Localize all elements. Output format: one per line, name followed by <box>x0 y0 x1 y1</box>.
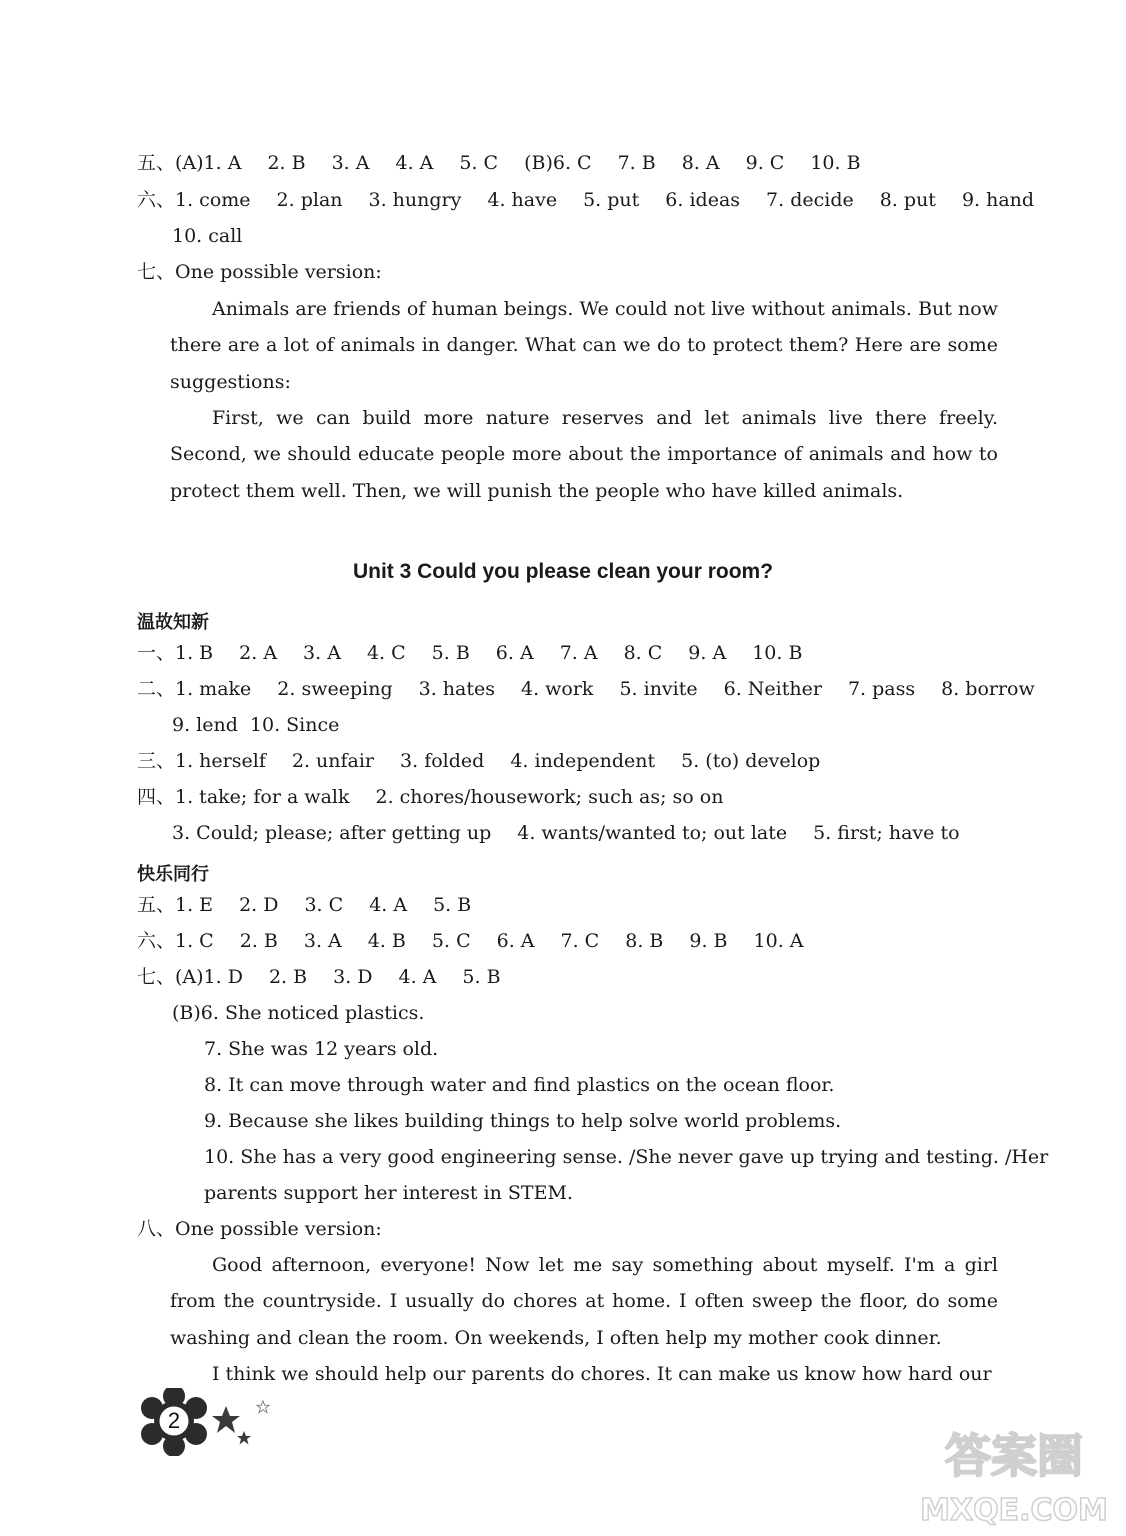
section-marker: 六、 <box>137 189 176 211</box>
answer-item: 6. A <box>495 642 534 664</box>
answer-item: 2. chores/housework; such as; so on <box>375 786 724 808</box>
section-marker: 二、 <box>137 678 176 700</box>
essay-paragraph: First, we can build more nature reserves and let animals live there freely. Second, we should educate people more about the importance of animals and how to protect them well. Then, we will punish the people who have killed animals. <box>170 407 998 502</box>
section-heading: 快乐同行 <box>137 864 209 885</box>
answer-item: 3. A <box>331 152 370 174</box>
answer-item: 5. C <box>459 152 499 174</box>
star-icon <box>256 1400 270 1414</box>
section-marker: 五、 <box>137 894 176 916</box>
answer-item: 9. lend <box>172 714 238 736</box>
answer-item: 10. B <box>810 152 861 174</box>
answer-item: 10. call <box>172 225 243 247</box>
answer-item: 9. A <box>688 642 727 664</box>
sample-label: One possible version: <box>175 261 382 283</box>
answer-line: 7. She was 12 years old. <box>204 1038 439 1060</box>
answer-item: 5. B <box>431 642 470 664</box>
answer-item: (A)1. D <box>175 966 243 988</box>
page-number-badge <box>140 1388 208 1456</box>
answer-item: 4. wants/wanted to; out late <box>517 822 788 844</box>
section-marker: 三、 <box>137 750 176 772</box>
watermark-icon <box>914 1420 1114 1530</box>
answer-item: 1. come <box>175 189 251 211</box>
answer-item: 10. A <box>753 930 804 952</box>
answer-item: 3. D <box>333 966 373 988</box>
answer-item: 2. A <box>239 642 278 664</box>
answer-item: 9. B <box>689 930 728 952</box>
answer-item: 3. folded <box>400 750 485 772</box>
answer-item: 1. herself <box>175 750 266 772</box>
answer-item: 5. put <box>583 189 640 211</box>
answer-item: 3. A <box>303 642 341 664</box>
answer-item: 8. B <box>625 930 664 952</box>
answer-item: 5. B <box>433 894 472 916</box>
answer-item: 2. unfair <box>291 750 375 772</box>
answer-item: 3. hates <box>418 678 495 700</box>
answer-item: 2. plan <box>276 189 343 211</box>
answer-row-6b <box>137 923 1126 959</box>
answer-item: 3. Could; please; after getting up <box>172 822 492 844</box>
answer-item: 4. B <box>367 930 406 952</box>
answer-item: 2. sweeping <box>277 678 393 700</box>
answer-row-3 <box>137 743 1126 779</box>
answer-item: 7. B <box>617 152 656 174</box>
section-marker: 六、 <box>137 930 176 952</box>
answer-line: (B)6. She noticed plastics. <box>172 1002 425 1024</box>
answer-item: 3. hungry <box>368 189 462 211</box>
answer-item: 6. A <box>496 930 535 952</box>
section-heading: 温故知新 <box>137 612 209 633</box>
watermark-logo <box>914 1420 1114 1530</box>
answer-line: parents support her interest in STEM. <box>204 1182 573 1204</box>
answer-row-5a <box>137 145 1126 181</box>
answer-item: 2. D <box>239 894 279 916</box>
watermark-text: 答案圈 <box>945 1429 1083 1483</box>
answer-item: (B)6. C <box>524 152 592 174</box>
answer-item: 4. have <box>487 189 558 211</box>
answer-item: 9. C <box>745 152 785 174</box>
answer-item: 8. A <box>681 152 720 174</box>
answer-row-2 <box>137 671 1126 707</box>
answer-item: 1. B <box>175 642 214 664</box>
writing-label-8 <box>137 1211 1126 1247</box>
answer-item: 2. B <box>267 152 306 174</box>
essay-paragraph: Animals are friends of human beings. We could not live without animals. But now there are a lot of animals in danger. What can we do to protect them? Here are some suggestions: <box>170 298 998 393</box>
answer-item: 5. first; have to <box>813 822 960 844</box>
answer-row-7b <box>137 959 1126 995</box>
answer-item: 9. hand <box>961 189 1035 211</box>
answer-item: 5. invite <box>619 678 698 700</box>
essay-paragraph: I think we should help our parents do chores. It can make us know how hard our <box>212 1363 992 1385</box>
section-marker: 四、 <box>137 786 176 808</box>
answer-item: 7. decide <box>766 189 854 211</box>
answer-item: 10. B <box>752 642 803 664</box>
answer-row-5b <box>137 887 1126 923</box>
answer-item: 10. Since <box>249 714 340 736</box>
writing-label-7a <box>137 254 1126 290</box>
answer-item: 8. borrow <box>941 678 1035 700</box>
answer-item: 7. A <box>559 642 598 664</box>
section-marker: 七、 <box>137 966 176 988</box>
answer-item: 8. C <box>623 642 663 664</box>
answer-item: 4. A <box>369 894 408 916</box>
answer-item: 4. C <box>366 642 406 664</box>
answer-item: 5. (to) develop <box>681 750 821 772</box>
sample-label: One possible version: <box>175 1218 382 1240</box>
section-marker: 八、 <box>137 1218 176 1240</box>
answer-row-4-continued <box>172 815 1126 851</box>
section-marker: 一、 <box>137 642 176 664</box>
answer-item: 3. A <box>303 930 342 952</box>
unit-title: Unit 3 Could you please clean your room? <box>352 560 774 583</box>
answer-item: 2. B <box>268 966 308 988</box>
answer-item: 1. C <box>175 930 214 952</box>
essay-paragraph: Good afternoon, everyone! Now let me say something about myself. I'm a girl from the countryside. I usually do chores at home. I often sweep the floor, do some washing and clean the room. On weekends, I often help my mother cook dinner. <box>170 1254 998 1349</box>
section-marker: 五、 <box>137 152 176 174</box>
section-marker: 七、 <box>137 261 176 283</box>
answer-item: 4. independent <box>510 750 656 772</box>
answer-row-6a-continued <box>172 218 1126 254</box>
star-icon <box>236 1430 252 1446</box>
answer-item: 7. pass <box>847 678 916 700</box>
answer-item: 6. Neither <box>723 678 822 700</box>
answer-item: 1. E <box>175 894 214 916</box>
answer-line: 10. She has a very good engineering sense. /She never gave up trying and testing. /Her <box>204 1146 1049 1168</box>
answer-item: 5. C <box>431 930 471 952</box>
answer-line: 8. It can move through water and find plastics on the ocean floor. <box>204 1074 835 1096</box>
answer-item: 5. B <box>462 966 501 988</box>
answer-item: 1. take; for a walk <box>175 786 350 808</box>
answer-item: 2. B <box>239 930 278 952</box>
answer-item: (A)1. A <box>175 152 242 174</box>
answer-item: 4. work <box>520 678 594 700</box>
answer-item: 3. C <box>304 894 344 916</box>
answer-item: 4. A <box>395 152 434 174</box>
answer-row-1 <box>137 635 1126 671</box>
answer-item: 1. make <box>175 678 252 700</box>
answer-row-6a <box>137 182 1126 218</box>
answer-item: 6. ideas <box>665 189 741 211</box>
answer-line: 9. Because she likes building things to help solve world problems. <box>204 1110 842 1132</box>
answer-item: 4. A <box>398 966 437 988</box>
watermark-text: MXQE.COM <box>920 1493 1108 1528</box>
answer-item: 8. put <box>879 189 936 211</box>
answer-row-4 <box>137 779 1126 815</box>
answer-item: 7. C <box>560 930 600 952</box>
answer-row-2-continued <box>172 707 1126 743</box>
page-number: 2 <box>167 1408 181 1433</box>
